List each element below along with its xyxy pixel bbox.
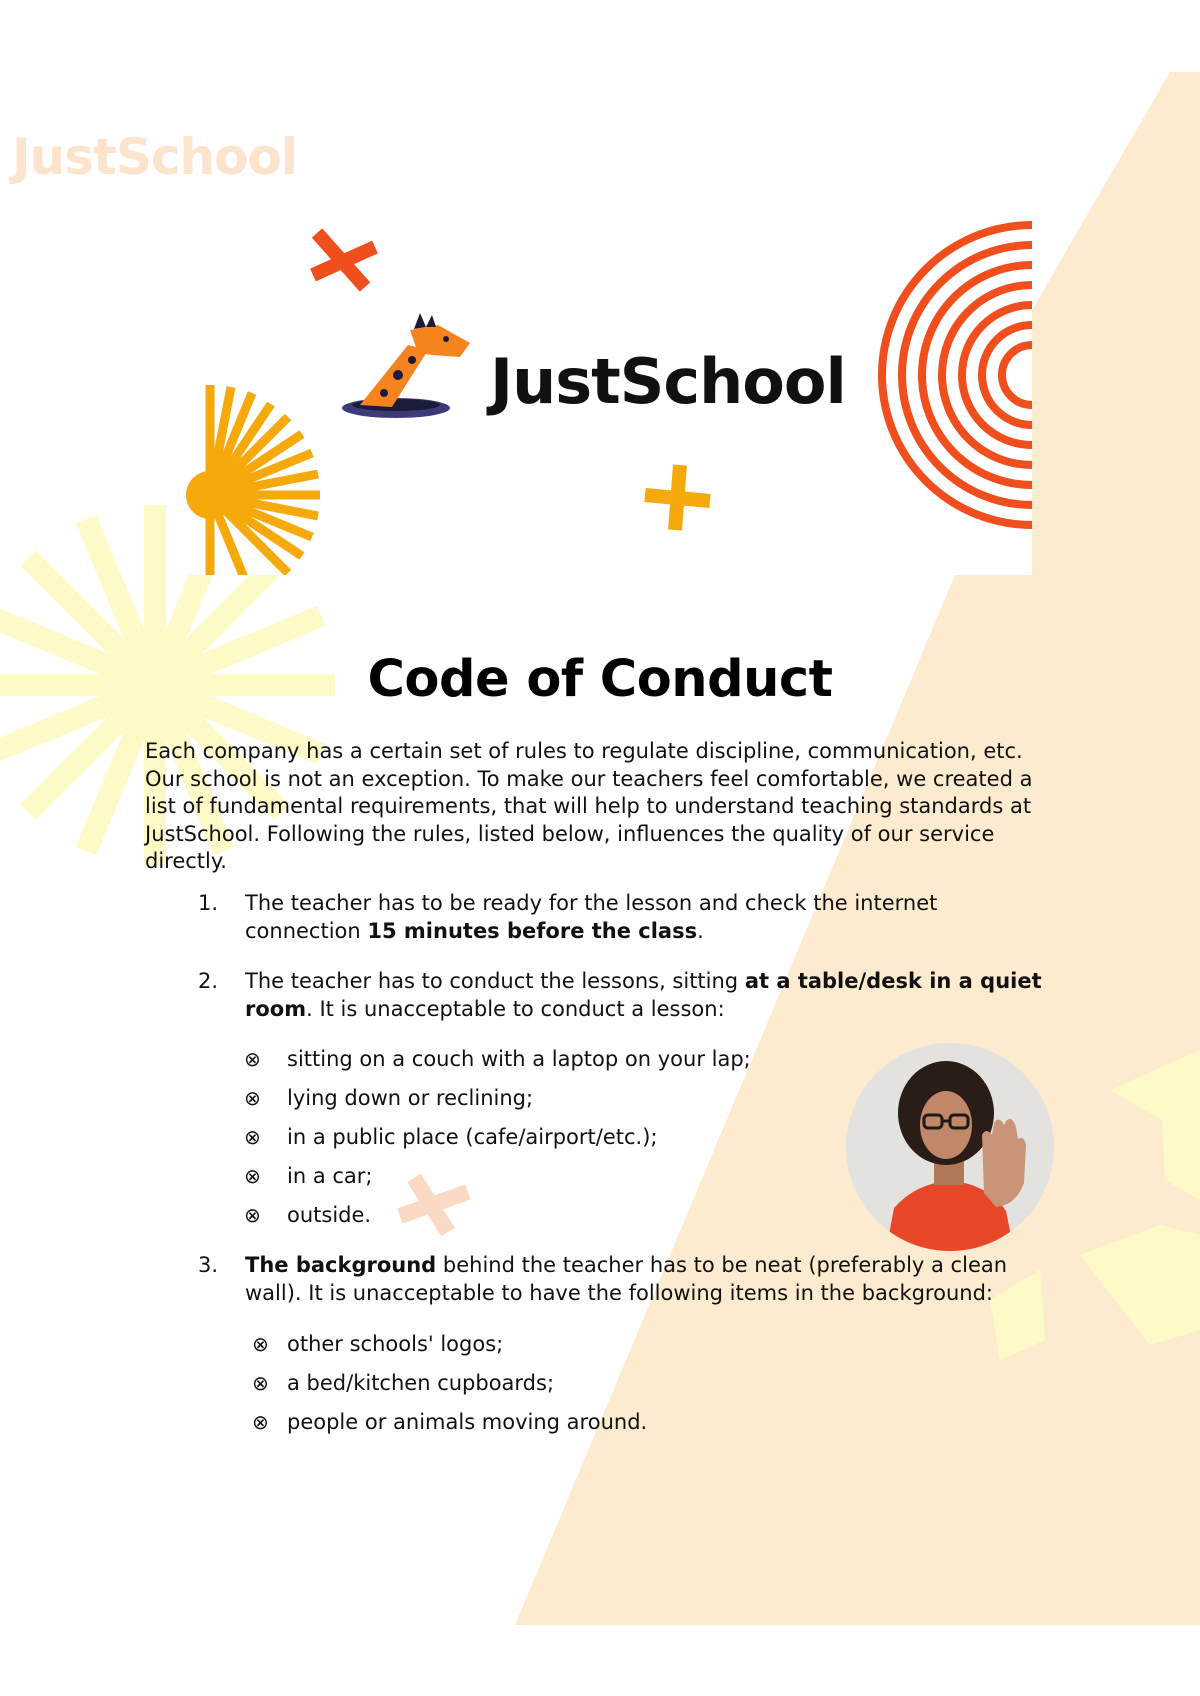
intro-paragraph: Each company has a certain set of rules to regulate discipline, communication, etc. Our school is not an exception. To make our teachers feel comfortable, we created a list of fundamental requirements, that will help to understand teaching standards at JustSchool. Following the rules, listed below, influences the quality of our service directly.	[145, 739, 1033, 873]
rule-number: 3.	[198, 1253, 219, 1277]
rule-number: 1.	[198, 891, 219, 915]
teacher-photo	[846, 1043, 1054, 1251]
prohibited-bullet-icon: ⊗	[244, 1086, 261, 1110]
prohibited-bullet-icon: ⊗	[244, 1164, 261, 1188]
concentric-arcs-icon	[882, 225, 1032, 525]
orange-cross-icon	[313, 233, 375, 287]
prohibited-bullet-icon: ⊗	[252, 1332, 269, 1356]
watermark-logo-text: JustSchool	[12, 128, 297, 186]
page-title: Code of Conduct	[367, 650, 833, 709]
prohibited-bullet-icon: ⊗	[244, 1203, 261, 1227]
prohibited-bullet-icon: ⊗	[252, 1410, 269, 1434]
rule-text: The teacher has to be ready for the lesson and check the internet connection 15 minutes before the class.	[245, 891, 938, 943]
prohibited-bullet-icon: ⊗	[244, 1125, 261, 1149]
prohibited-bullet-icon: ⊗	[252, 1371, 269, 1395]
rule-text: The teacher has to conduct the lessons, sitting at a table/desk in a quiet room. It is unacceptable to conduct a lesson:	[245, 969, 1042, 1021]
giraffe-logo-icon	[342, 313, 470, 418]
prohibited-bullet-icon: ⊗	[244, 1047, 261, 1071]
rule-number: 2.	[198, 969, 219, 993]
logo-text: JustSchool	[490, 345, 846, 418]
faint-cross-icon	[400, 1178, 468, 1232]
yellow-cross-icon	[645, 465, 710, 530]
hero-banner	[170, 195, 1032, 575]
rule-text: The background behind the teacher has to be neat (preferably a clean wall). It is unacceptable to have the following items in the background:	[245, 1253, 1008, 1305]
